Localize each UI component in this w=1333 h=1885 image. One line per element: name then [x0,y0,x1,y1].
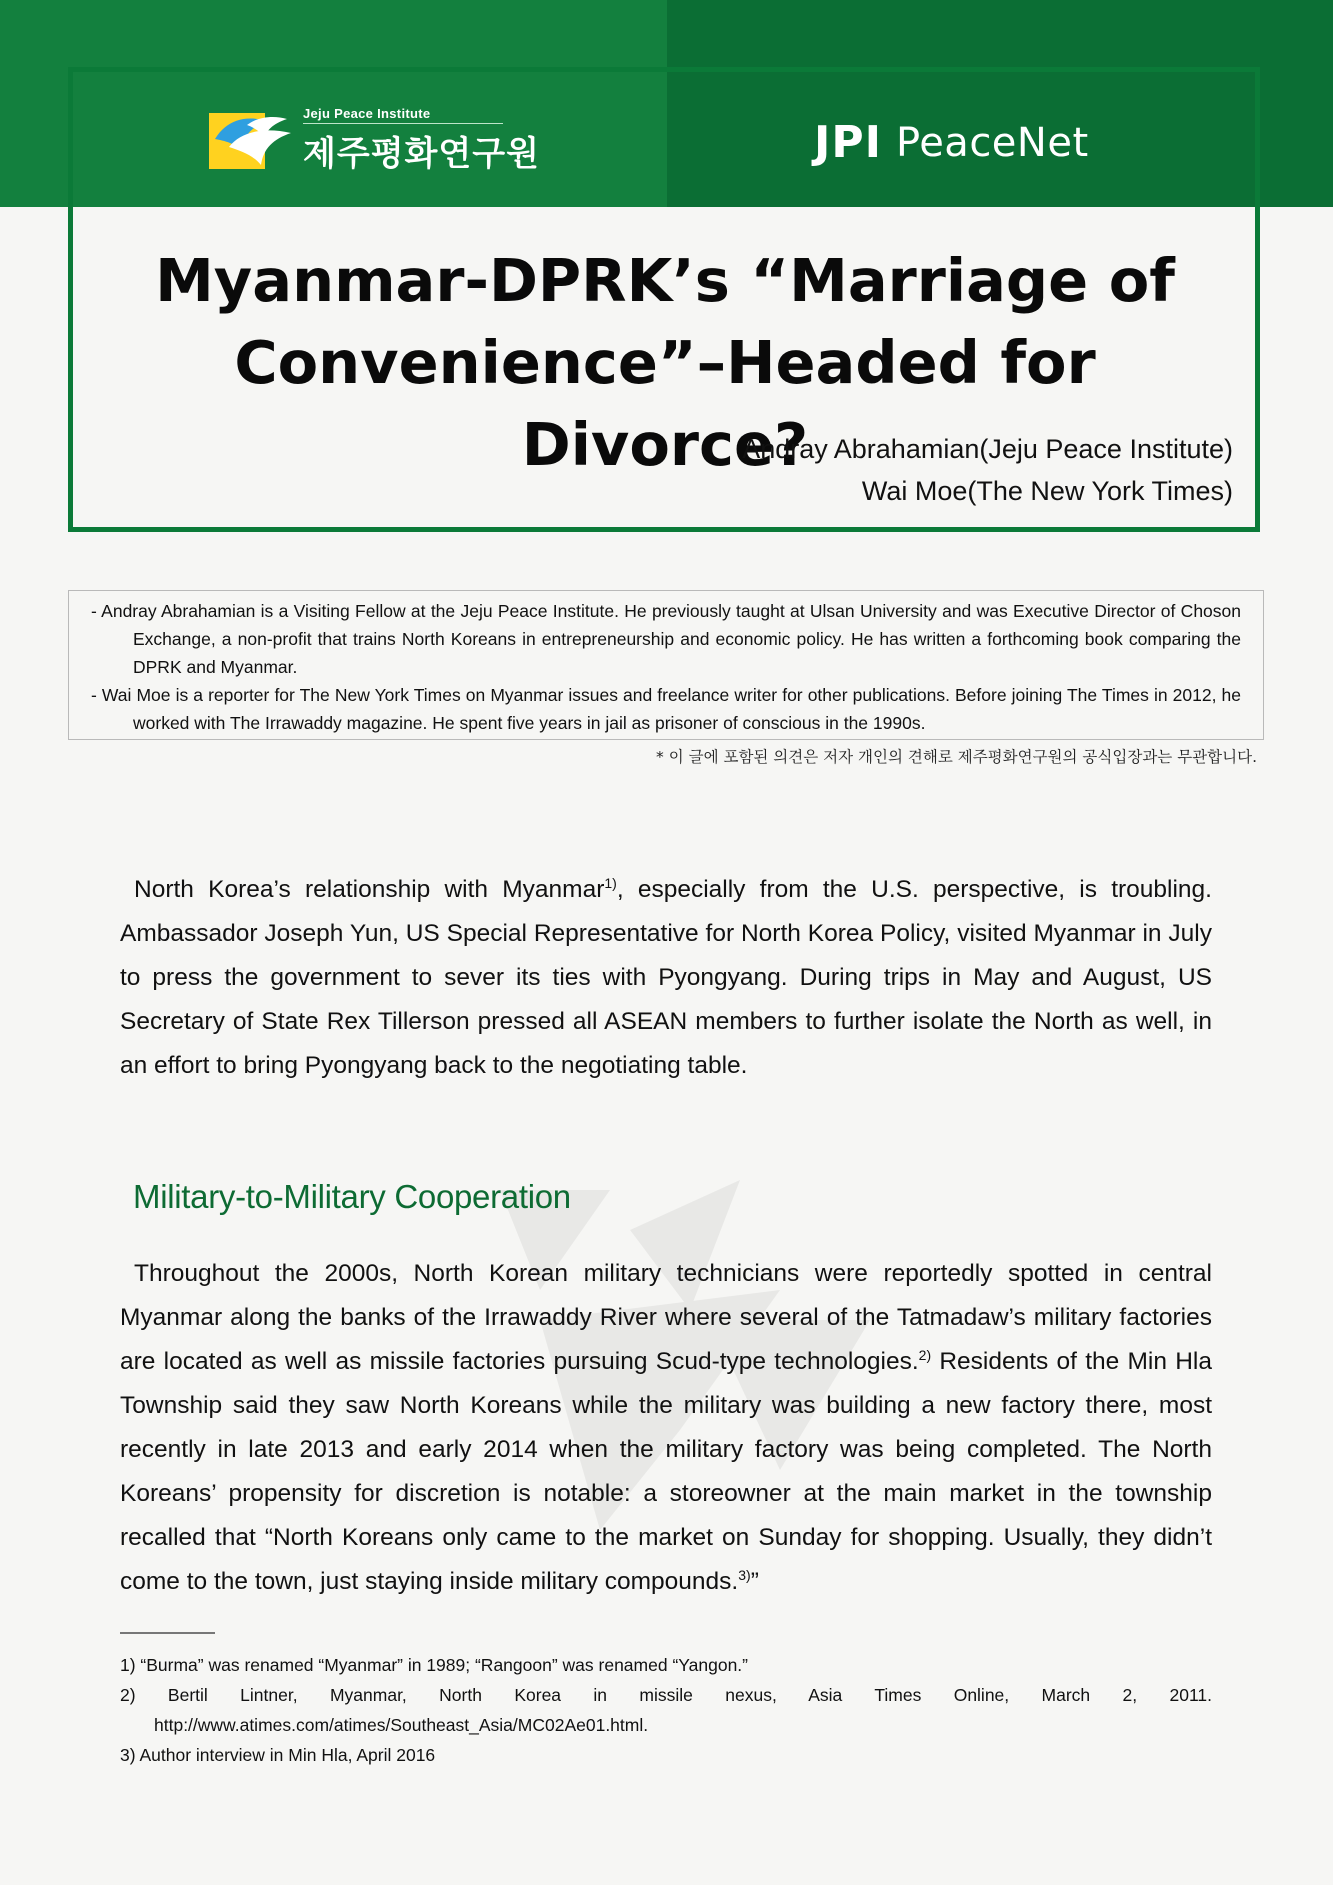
footnote-divider [120,1632,215,1634]
body-text-1: Throughout the 2000s, North Korean military technicians were reportedly spotted in central Myanmar along the banks of the Irrawaddy River where several of the Tatmadaw’s military factories are located as well as missile factories pursuing Scud-type technologies. [120,1260,1212,1375]
footnote-ref-2[interactable]: 2) [918,1346,932,1363]
intro-text-2: , especially from the U.S. perspective, is troubling. Ambassador Joseph Yun, US Special Representative for North Korea Policy, visited Myanmar in July to press the government to sever its ties with Pyongyang. During trips in May and August, US Secretary of State Rex Tillerson pressed all ASEAN members to further isolate the North as well, in an effort to bring Pyongyang back to the negotiating table. [120,876,1212,1079]
jeju-peace-institute-logo [207,105,540,175]
authors [742,428,1233,512]
footnote-ref-1[interactable]: 1) [604,874,617,891]
section-heading: Military-to-Military Cooperation [133,1178,571,1215]
footnote-3: 3) Author interview in Min Hla, April 2016 [120,1745,436,1765]
author-bio-1: - Andray Abrahamian is a Visiting Fellow at the Jeju Peace Institute. He previously taught at Ulsan University and was Executive Director of Choson Exchange, a non-profit that trains North Koreans in entrepreneurship and economic policy. He has written a forthcoming book comparing the DPRK and Myanmar. [91,601,1241,677]
intro-paragraph [120,868,1212,1088]
body-text-3: ” [750,1568,759,1595]
brand-peacenet: PeaceNet [896,119,1089,166]
author-bio-box [68,590,1264,740]
institute-name-en: Jeju Peace Institute [303,106,503,124]
author-1: Andray Abrahamian(Jeju Peace Institute) [742,434,1233,464]
author-bio-2: - Wai Moe is a reporter for The New York Times on Myanmar issues and freelance writer for other publications. Before joining The Times in 2012, he worked with The Irrawaddy magazine. He spent five years in jail as prisoner of conscious in the 1990s. [91,685,1241,733]
author-2: Wai Moe(The New York Times) [861,476,1233,506]
brand-jpi: JPI [814,117,882,168]
body-paragraph [120,1252,1212,1604]
intro-text-1: North Korea’s relationship with Myanmar [134,876,605,903]
footnote-2: 2) Bertil Lintner, Myanmar, North Korea in missile nexus, Asia Times Online, March 2, 2011. http://www.atimes.com/atimes/Southeast_Asia/MC02Ae01.html. [120,1685,1212,1735]
footnote-1: 1) “Burma” was renamed “Myanmar” in 1989; “Rangoon” was renamed “Yangon.” [120,1655,749,1675]
footnote-ref-3[interactable]: 3) [738,1566,751,1583]
institute-name-ko: 제주평화연구원 [303,133,540,174]
footnotes [120,1650,1212,1770]
title-line-2: Convenience”–Headed for Divorce? [234,328,1096,479]
body-text-2: Residents of the Min Hla Township said they saw North Koreans while the military was building a new factory there, most recently in late 2013 and early 2014 when the military factory was being completed. The North Koreans’ propensity for discretion is notable: a storeowner at the main market in the township recalled that “North Koreans only came to the market on Sunday for shopping. Usually, they didn’t come to the town, just staying inside military compounds. [120,1348,1212,1595]
dove-logo-icon [207,107,295,173]
title-line-1: Myanmar-DPRK’s “Marriage of [155,246,1175,315]
disclaimer: * 이 글에 포함된 의견은 저자 개인의 견해로 제주평화연구원의 공식입장과는 무관합니다. [656,748,1257,766]
jpi-peacenet-logo [814,117,1089,168]
